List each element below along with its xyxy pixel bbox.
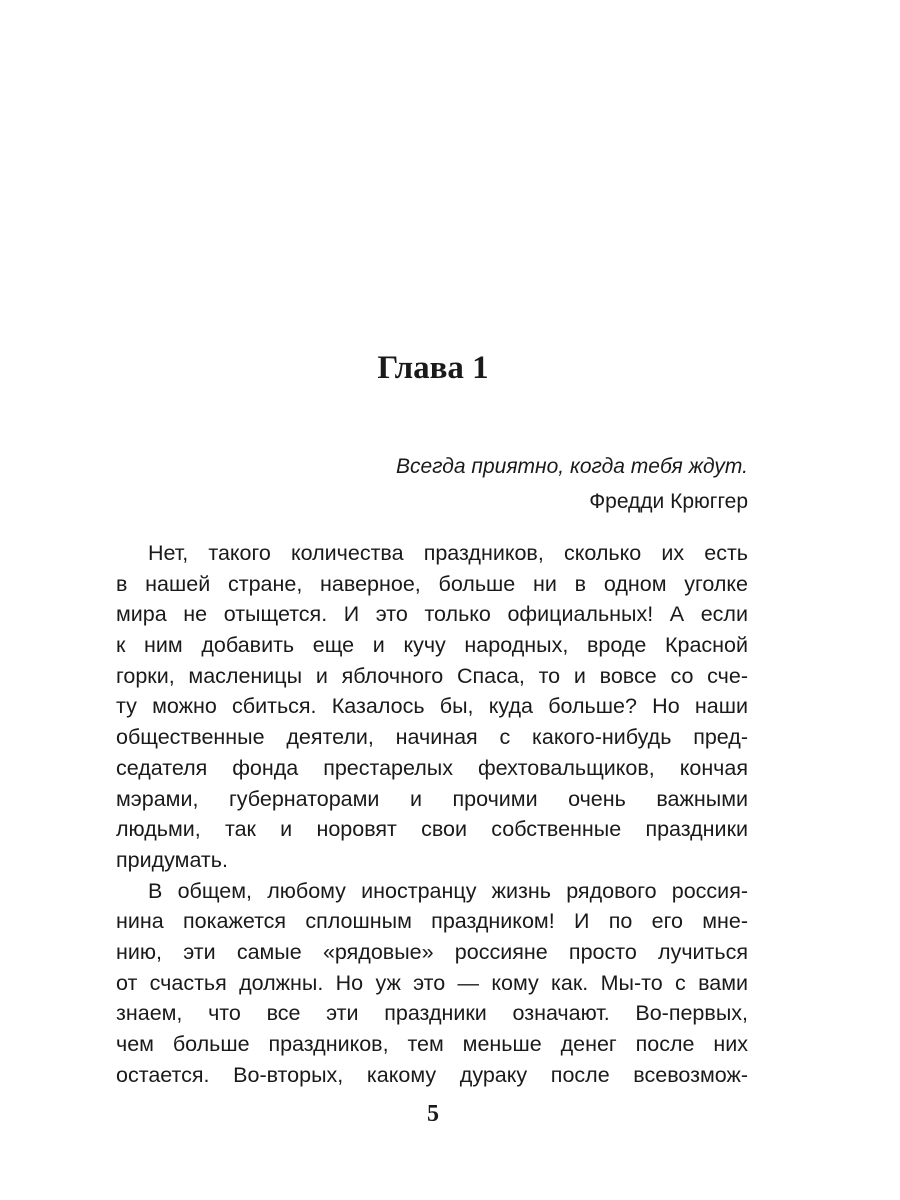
text-line: В общем, любому иностранцу жизнь рядового россия- bbox=[148, 878, 748, 903]
text-line: Нет, такого количества праздников, сколько их есть bbox=[148, 541, 748, 565]
text-line: мира не отыщется. И это только официальных! А если bbox=[116, 602, 748, 627]
epigraph-author: Фредди Крюггер bbox=[589, 490, 748, 513]
epigraph-quote: Всегда приятно, когда тебя ждут. bbox=[395, 455, 748, 478]
epigraph bbox=[396, 449, 748, 519]
text-line: седателя фонда престарелых фехтовальщиков, кончая bbox=[116, 755, 748, 780]
text-line: нина покажется сплошным праздником! И по его мне- bbox=[116, 909, 748, 934]
text-line: людьми, так и норовят свои собственные праздники bbox=[116, 817, 748, 842]
text-line: мэрами, губернаторами и прочими очень важными bbox=[116, 786, 748, 811]
text-line: ту можно сбиться. Казалось бы, куда больше? Но наши bbox=[116, 694, 748, 719]
page-number: 5 bbox=[427, 1101, 439, 1127]
text-line: знаем, что все эти праздники означают. Во-первых, bbox=[116, 1001, 748, 1026]
paragraph-1 bbox=[116, 538, 748, 876]
text-line: чем больше праздников, тем меньше денег после них bbox=[116, 1032, 748, 1056]
text-line: придумать. bbox=[116, 847, 228, 872]
paragraph-2 bbox=[116, 876, 748, 1091]
text-line: нию, эти самые «рядовые» россияне просто лучиться bbox=[116, 939, 748, 964]
text-line: общественные деятели, начиная с какого-нибудь пред- bbox=[116, 725, 748, 750]
text-line: остается. Во-вторых, какому дураку после всевозмож- bbox=[116, 1062, 748, 1087]
text-line: к ним добавить еще и кучу народных, вроде Красной bbox=[116, 633, 748, 658]
text-line: горки, масленицы и яблочного Спаса, то и вовсе со сче- bbox=[116, 663, 748, 688]
chapter-title: Глава 1 bbox=[377, 350, 489, 386]
text-line: от счастья должны. Но уж это — кому как. Мы-то с вами bbox=[116, 970, 748, 995]
body-text bbox=[116, 538, 748, 1090]
text-line: в нашей стране, наверное, больше ни в одном уголке bbox=[116, 571, 748, 596]
